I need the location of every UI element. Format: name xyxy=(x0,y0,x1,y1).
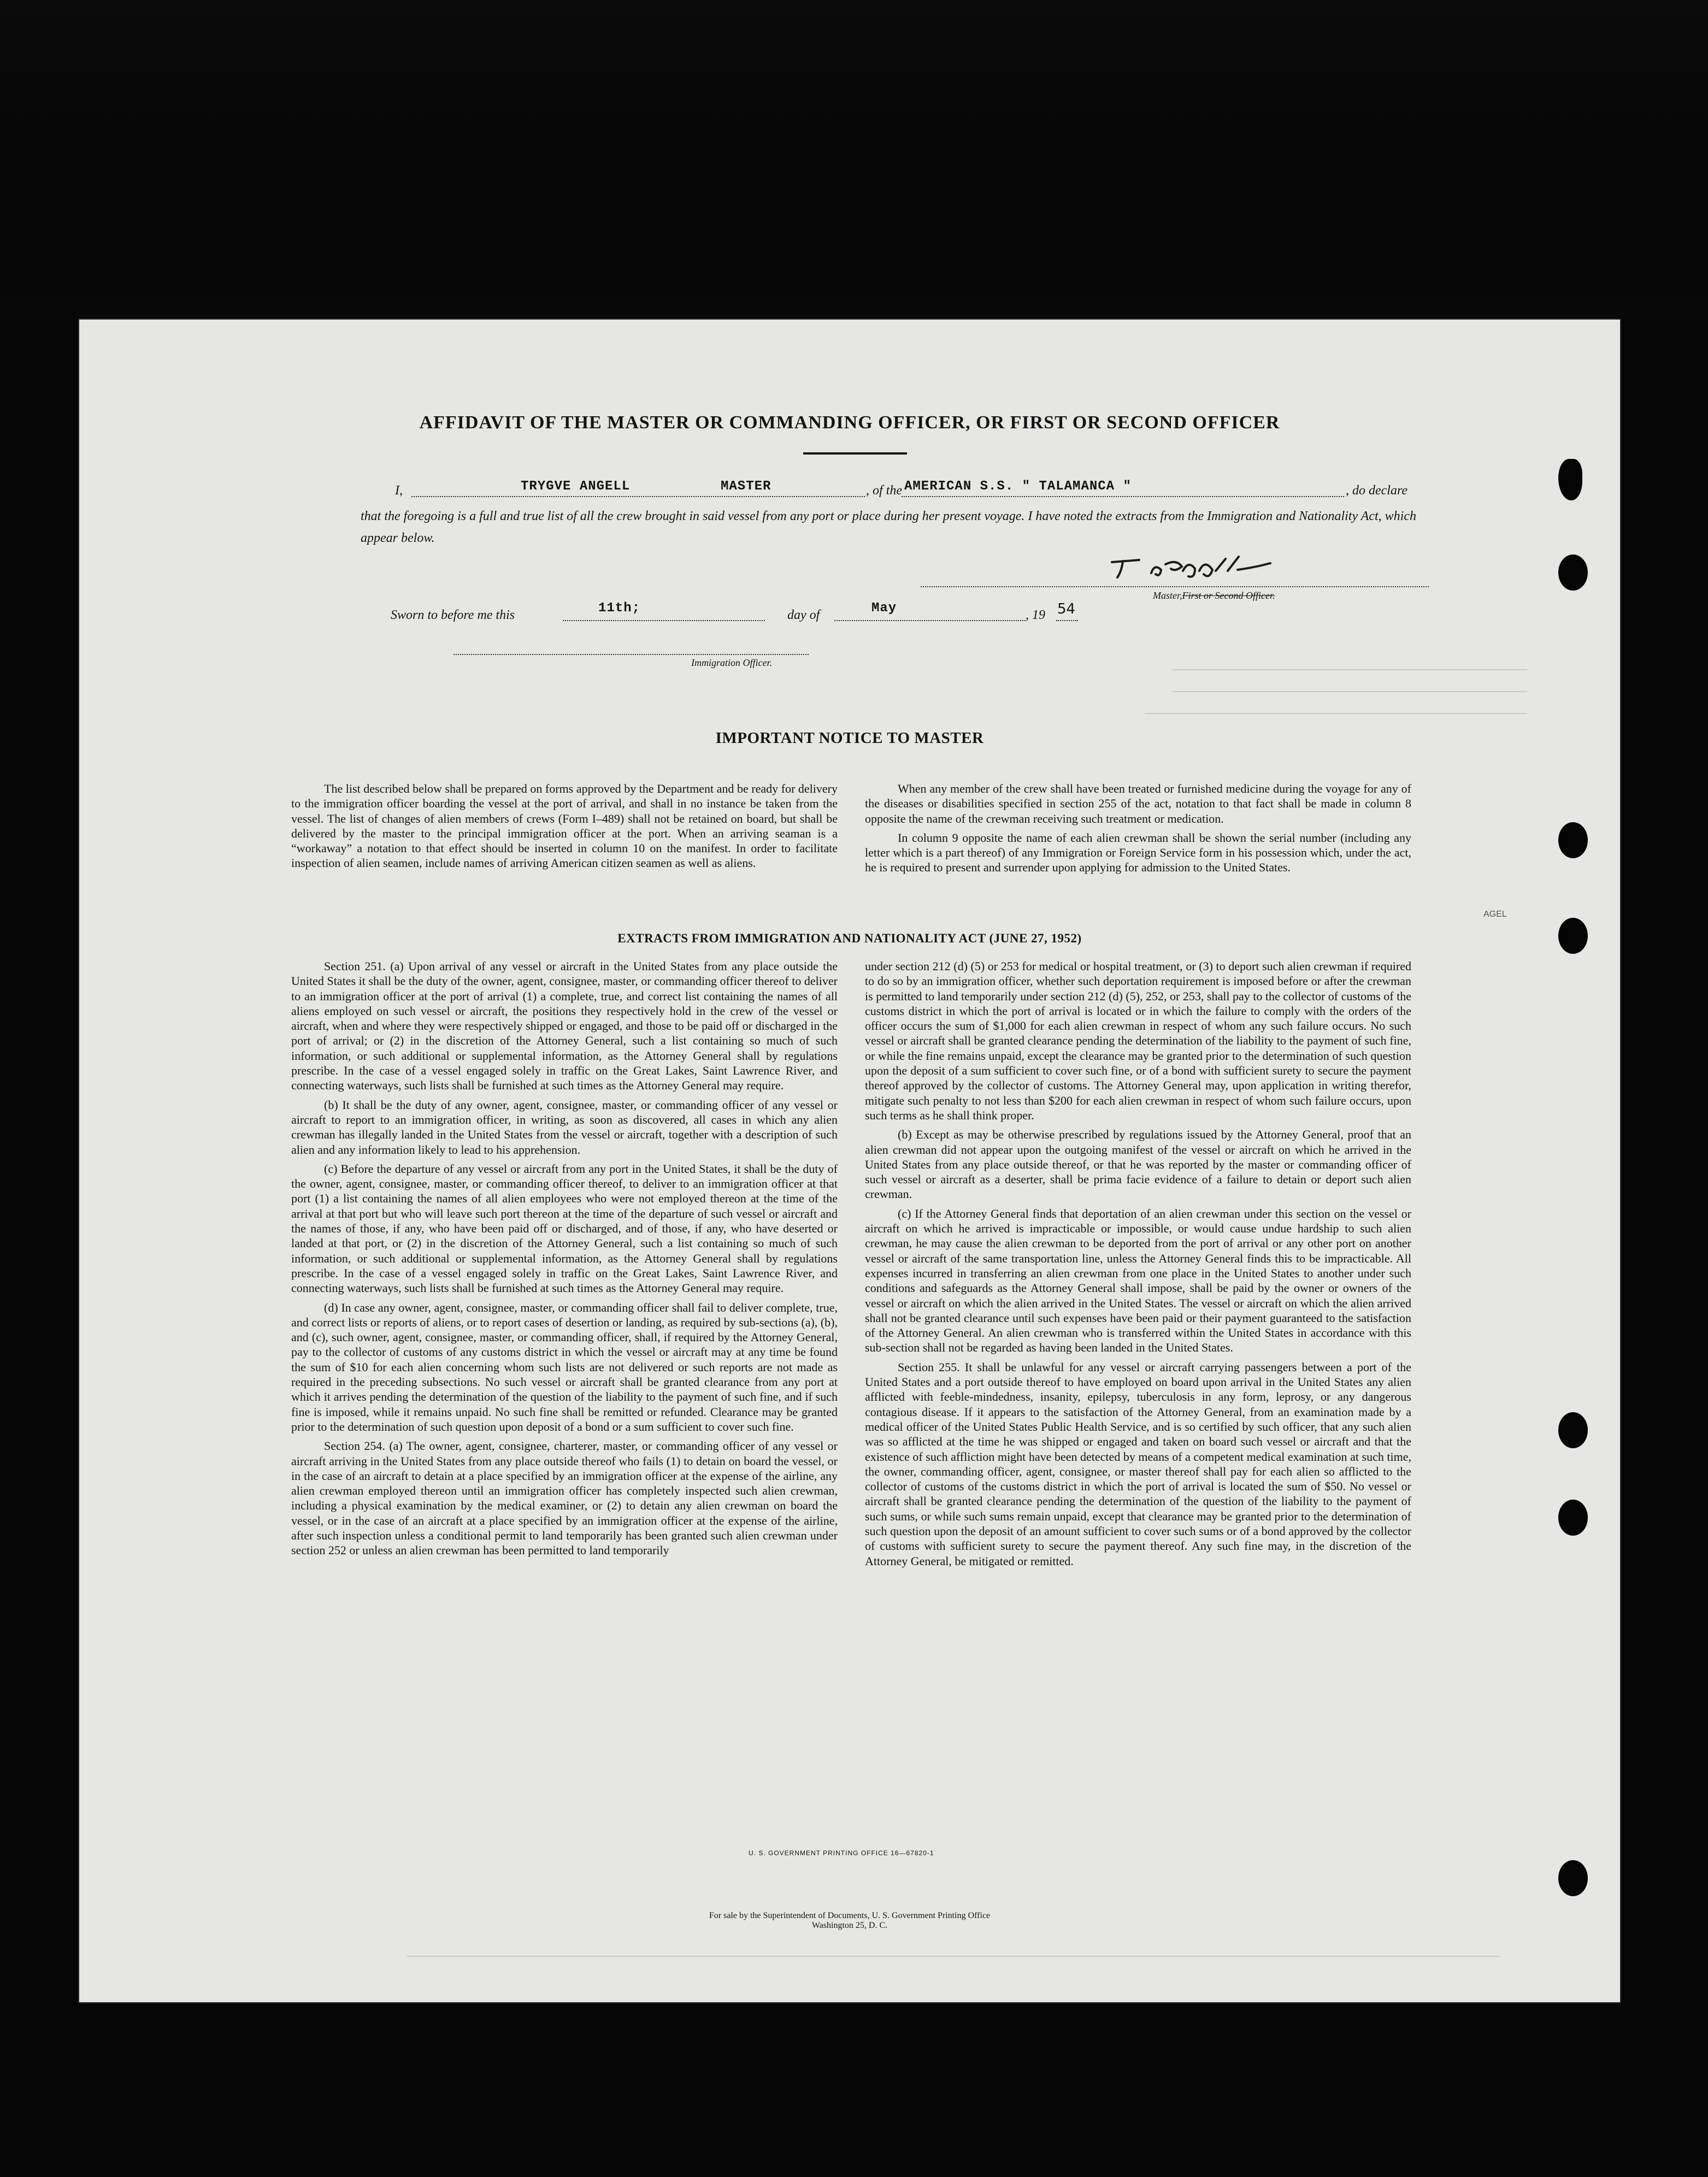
notice-right-paragraph-1: When any member of the crew shall have been treated or furnished medicine during the voyage for any of the diseases or disabilities specified in section 255 of the act, notation to that fact shall be made in column 8 opposite the name of the crewman receiving such treatment or medication. xyxy=(865,782,1411,825)
section-251-a: Section 251. (a) Upon arrival of any vessel or aircraft in the United States from any place outside the United States it shall be the duty of the owner, agent, consignee, master, or commanding officer thereof to deliver to an immigration officer at the port of arrival (1) a complete, true, and correct list containing the names of all aliens employed on such vessel or aircraft, the positions they respectively hold in the crew of the vessel or aircraft, when and where they were respectively shipped or engaged, and those to be paid off or discharged in the port of arrival; or (2) in the discretion of the Attorney General, such a list containing so much of such information, or such additional or supplemental information, as the Attorney General shall by regulations prescribe. In the case of a vessel engaged solely in traffic on the Great Lakes, Saint Lawrence River, and connecting waterways, such lists shall be furnished at such times as the Attorney General may require. xyxy=(291,959,838,1093)
section-255: Section 255. It shall be unlawful for any vessel or aircraft carrying passengers between a port of the United States and a port outside thereof to have employed on board upon arrival in the United States any alien afflicted with feeble-mindedness, insanity, epilepsy, tuberculosis in any form, leprosy, or any dangerous contagious disease. If it appears to the satisfaction of the Attorney General, from an examination made by a medical officer of the United States Public Health Service, and is so certified by such officer, that any such alien was so afflicted at the time he was shipped or engaged and taken on board such vessel or aircraft and that the existence of such affliction might have been detected by means of a competent medical examination at such time, the owner, commanding officer, agent, consignee, or master thereof shall pay for each alien so afflicted to the collector of customs of the customs district in which the port of arrival is located the sum of $50. No vessel or aircraft shall be granted clearance pending the determination of the question of the liability to the payment of such sums, or while such sums remain unpaid, except that clearance may be granted prior to the determination of such question upon the deposit of an amount sufficient to cover such sums or of a bond approved by the collector of customs with sufficient surety to secure the payment thereof. Any such fine may, in the discretion of the Attorney General, be mitigated or remitted. xyxy=(865,1360,1411,1568)
month-line xyxy=(834,620,1026,621)
extracts-left-column xyxy=(291,959,838,1558)
footer-line-2: Washington 25, D. C. xyxy=(811,1921,888,1930)
bleed-through xyxy=(407,1956,1500,1957)
sworn-year: 54 xyxy=(1057,601,1076,617)
margin-stamp: AGEL xyxy=(1483,910,1507,919)
master-name: TRYGVE ANGELL xyxy=(521,479,631,494)
day-of-label: day of xyxy=(787,608,820,622)
year-prefix: , 19 xyxy=(1026,608,1045,622)
bleed-through xyxy=(1172,669,1527,670)
section-251-d: (d) In case any owner, agent, consignee, master, or commanding officer shall fail to deliver complete, true, and correct lists or reports of aliens, or to report cases of desertion or landing, as required by sub-sections (a), (b), and (c), such owner, agent, consignee, master, or commanding officer, shall, if required by the Attorney General, pay to the collector of customs of any customs district in which the vessel or aircraft may at any time be found the sum of $10 for each alien concerning whom such lists are not delivered or such reports are not made as required in the preceding subsections. No such vessel or aircraft shall be granted clearance from any port at which it arrives pending the determination of the question of the liability to the payment of such fine, and if such fine is imposed, while it remains unpaid. No such fine shall be remitted or refunded. Clearance may be granted prior to the determination of such question upon deposit of a bond or a sum sufficient to cover such fine. xyxy=(291,1300,838,1433)
vessel-line xyxy=(902,496,1344,497)
notice-left-paragraph: The list described below shall be prepared on forms approved by the Department and be ready for delivery to the immigration officer boarding the vessel at the port of arrival, and shall in no instance be taken from the vessel. The list of changes of alien members of crews (Form I–489) shall not be retained on board, but shall be delivered by the master to the principal immigration officer at the port. When an arriving seaman is a “workaway” a notation to that effect should be inserted in column 10 on the manifest. In order to facilitate inspection of alien seamen, include names of arriving American citizen seamen as well as aliens. xyxy=(291,782,838,870)
signature-caption xyxy=(1153,590,1275,601)
section-251-c: (c) Before the departure of any vessel or aircraft from any port in the United States, it shall be the duty of the owner, agent, consignee, master, or commanding officer thereof, to deliver to an immigration officer at that port (1) a list containing the names of all alien employees who were not employed thereon at the time of the arrival at that port but who will leave such port thereon at the time of the departure of such vessel or aircraft and the names of those, if any, who have been paid off or discharged, and of those, if any, who have deserted or landed at that port, or (2) in the discretion of the Attorney General, such a list containing so much of such information, or such additional or supplemental information, as the Attorney General shall by regulations prescribe. In the case of a vessel engaged solely in traffic on the Great Lakes, Saint Lawrence River, and connecting waterways, such lists shall be furnished at such times as the Attorney General may require. xyxy=(291,1161,838,1295)
section-254-c: (c) If the Attorney General finds that deportation of an alien crewman under this section on the vessel or aircraft on which he arrived is impracticable or impossible, or would cause undue hardship to such alien crewman, he may cause the alien crewman to be deported from the port of arrival or any other port on another vessel or aircraft of the same transportation line, unless the Attorney General finds this to be impracticable. All expenses incurred in transferring an alien crewman from one place in the United States to another under such conditions and safeguards as the Attorney General shall impose, shall be paid by the owner or owners of the vessel or aircraft on which the alien arrived in the United States. The vessel or aircraft on which the alien arrived shall not be granted clearance until such expenses have been paid or their payment guaranteed to the satisfaction of the Attorney General. An alien crewman who is transferred within the United States in accordance with this sub-section shall not be regarded as having been landed in the United States. xyxy=(865,1206,1411,1355)
year-line xyxy=(1056,620,1078,621)
declaration-text: that the foregoing is a full and true list of all the crew brought in said vessel from any port or place during her present voyage. I have noted the extracts from the Immigration and Nationality Act, which appear below. xyxy=(361,509,1416,545)
name-line xyxy=(411,496,865,497)
notice-right-paragraph-2: In column 9 opposite the name of each alien crewman shall be shown the serial number (including any letter which is a part thereof) of any Immigration or Foreign Service form in his possession which, under the act, he is required to present and surrender upon applying for admission to the United States. xyxy=(865,830,1411,875)
notice-right-column xyxy=(865,781,1411,875)
footer-line-1: For sale by the Superintendent of Documents, U. S. Government Printing Office xyxy=(709,1911,991,1920)
footer xyxy=(79,1911,1620,1931)
sworn-day: 11th; xyxy=(598,601,641,616)
punch-hole xyxy=(1558,1860,1588,1896)
punch-hole xyxy=(1558,1412,1588,1448)
do-declare-label: , do declare xyxy=(1346,483,1408,498)
section-254-b: (b) Except as may be otherwise prescribed by regulations issued by the Attorney General, proof that an alien crewman did not appear upon the outgoing manifest of the vessel or aircraft on which he arrived in the United States from any place outside thereof, or that he was reported by the master or commanding officer of such vessel or aircraft as a deserter, shall be prima facie evidence of a failure to detain or deport such alien crewman. xyxy=(865,1128,1411,1201)
vessel-name: AMERICAN S.S. " TALAMANCA " xyxy=(904,479,1132,494)
punch-hole xyxy=(1558,1500,1588,1536)
punch-hole xyxy=(1558,822,1588,858)
notice-left-column xyxy=(291,781,838,871)
immigration-officer-caption: Immigration Officer. xyxy=(691,657,772,668)
printer-line: U. S. GOVERNMENT PRINTING OFFICE 16—67820-1 xyxy=(749,1849,934,1857)
extracts-title: EXTRACTS FROM IMMIGRATION AND NATIONALITY ACT (JUNE 27, 1952) xyxy=(617,931,1082,945)
document-page xyxy=(79,320,1620,2002)
extracts-right-column xyxy=(865,959,1411,1568)
i-label: I, xyxy=(395,483,403,498)
title-divider xyxy=(803,452,907,455)
sworn-label: Sworn to before me this xyxy=(391,608,515,622)
master-signature xyxy=(1101,554,1281,582)
affidavit-title: AFFIDAVIT OF THE MASTER OR COMMANDING OFFICER, OR FIRST OR SECOND OFFICER xyxy=(419,412,1280,433)
section-254-a-continued: under section 212 (d) (5) or 253 for medical or hospital treatment, or (3) to deport such alien crewman if required to do so by an immigration officer, whether such deportation requirement is imposed before or after the crewman is permitted to land temporarily under section 212 (d) (5), 252, or 253, shall pay to the collector of customs of the customs district in which the port of arrival is located or in which the failure to comply with the orders of the officer occurs the sum of $1,000 for each alien crewman in respect of whom any such failure occurs. No such vessel or aircraft shall be granted clearance pending the determination of the liability to the payment of such fine, or while the fine remains unpaid, except the clearance may be granted prior to the determination of such question upon the deposit of a sum sufficient to cover such fine, or of a bond with sufficient surety to secure the payment thereof approved by the collector of customs. The Attorney General may, upon application in writing therefor, mitigate such penalty to not less than $200 for each alien crewman in respect of whom such failure occurs, upon such terms as he shall think proper. xyxy=(865,959,1411,1122)
scan-background xyxy=(0,0,1708,320)
section-254-a: Section 254. (a) The owner, agent, consignee, charterer, master, or commanding officer of any vessel or aircraft arriving in the United States from any place outside thereof who fails (1) to detain on board the vessel, or in the case of an aircraft to detain at a place specified by an immigration officer at the expense of the airline, any alien crewman employed thereon until an immigration officer has completely inspected such alien crewman, including a physical examination by the medical examiner, or (2) to detain any alien crewman on board the vessel, or in the case of an aircraft at a place specified by an immigration officer at the expense of the airline, after such inspection unless a conditional permit to land temporarily has been granted such alien crewman under section 252 or unless an alien crewman has been permitted to land temporarily xyxy=(291,1439,838,1557)
day-line xyxy=(563,620,765,621)
signature-caption-struck: First or Second Officer. xyxy=(1182,590,1275,601)
of-the-label: , of the xyxy=(866,483,902,498)
punch-hole xyxy=(1558,554,1588,591)
bleed-through xyxy=(1145,713,1527,714)
immigration-officer-line xyxy=(453,654,809,655)
punch-hole xyxy=(1558,459,1582,500)
notice-title: IMPORTANT NOTICE TO MASTER xyxy=(715,729,984,747)
sworn-month: May xyxy=(871,601,897,616)
signature-caption-master: Master, xyxy=(1153,590,1182,601)
signature-line xyxy=(921,586,1429,587)
master-rank: MASTER xyxy=(721,479,771,494)
section-251-b: (b) It shall be the duty of any owner, agent, consignee, master, or commanding officer of any vessel or aircraft to report to an immigration officer, in writing, as soon as discovered, all cases in which any alien crewman has illegally landed in the United States from the vessel or aircraft, together with a description of such alien and any information likely to lead to his apprehension. xyxy=(291,1098,838,1157)
bleed-through xyxy=(1172,691,1527,692)
